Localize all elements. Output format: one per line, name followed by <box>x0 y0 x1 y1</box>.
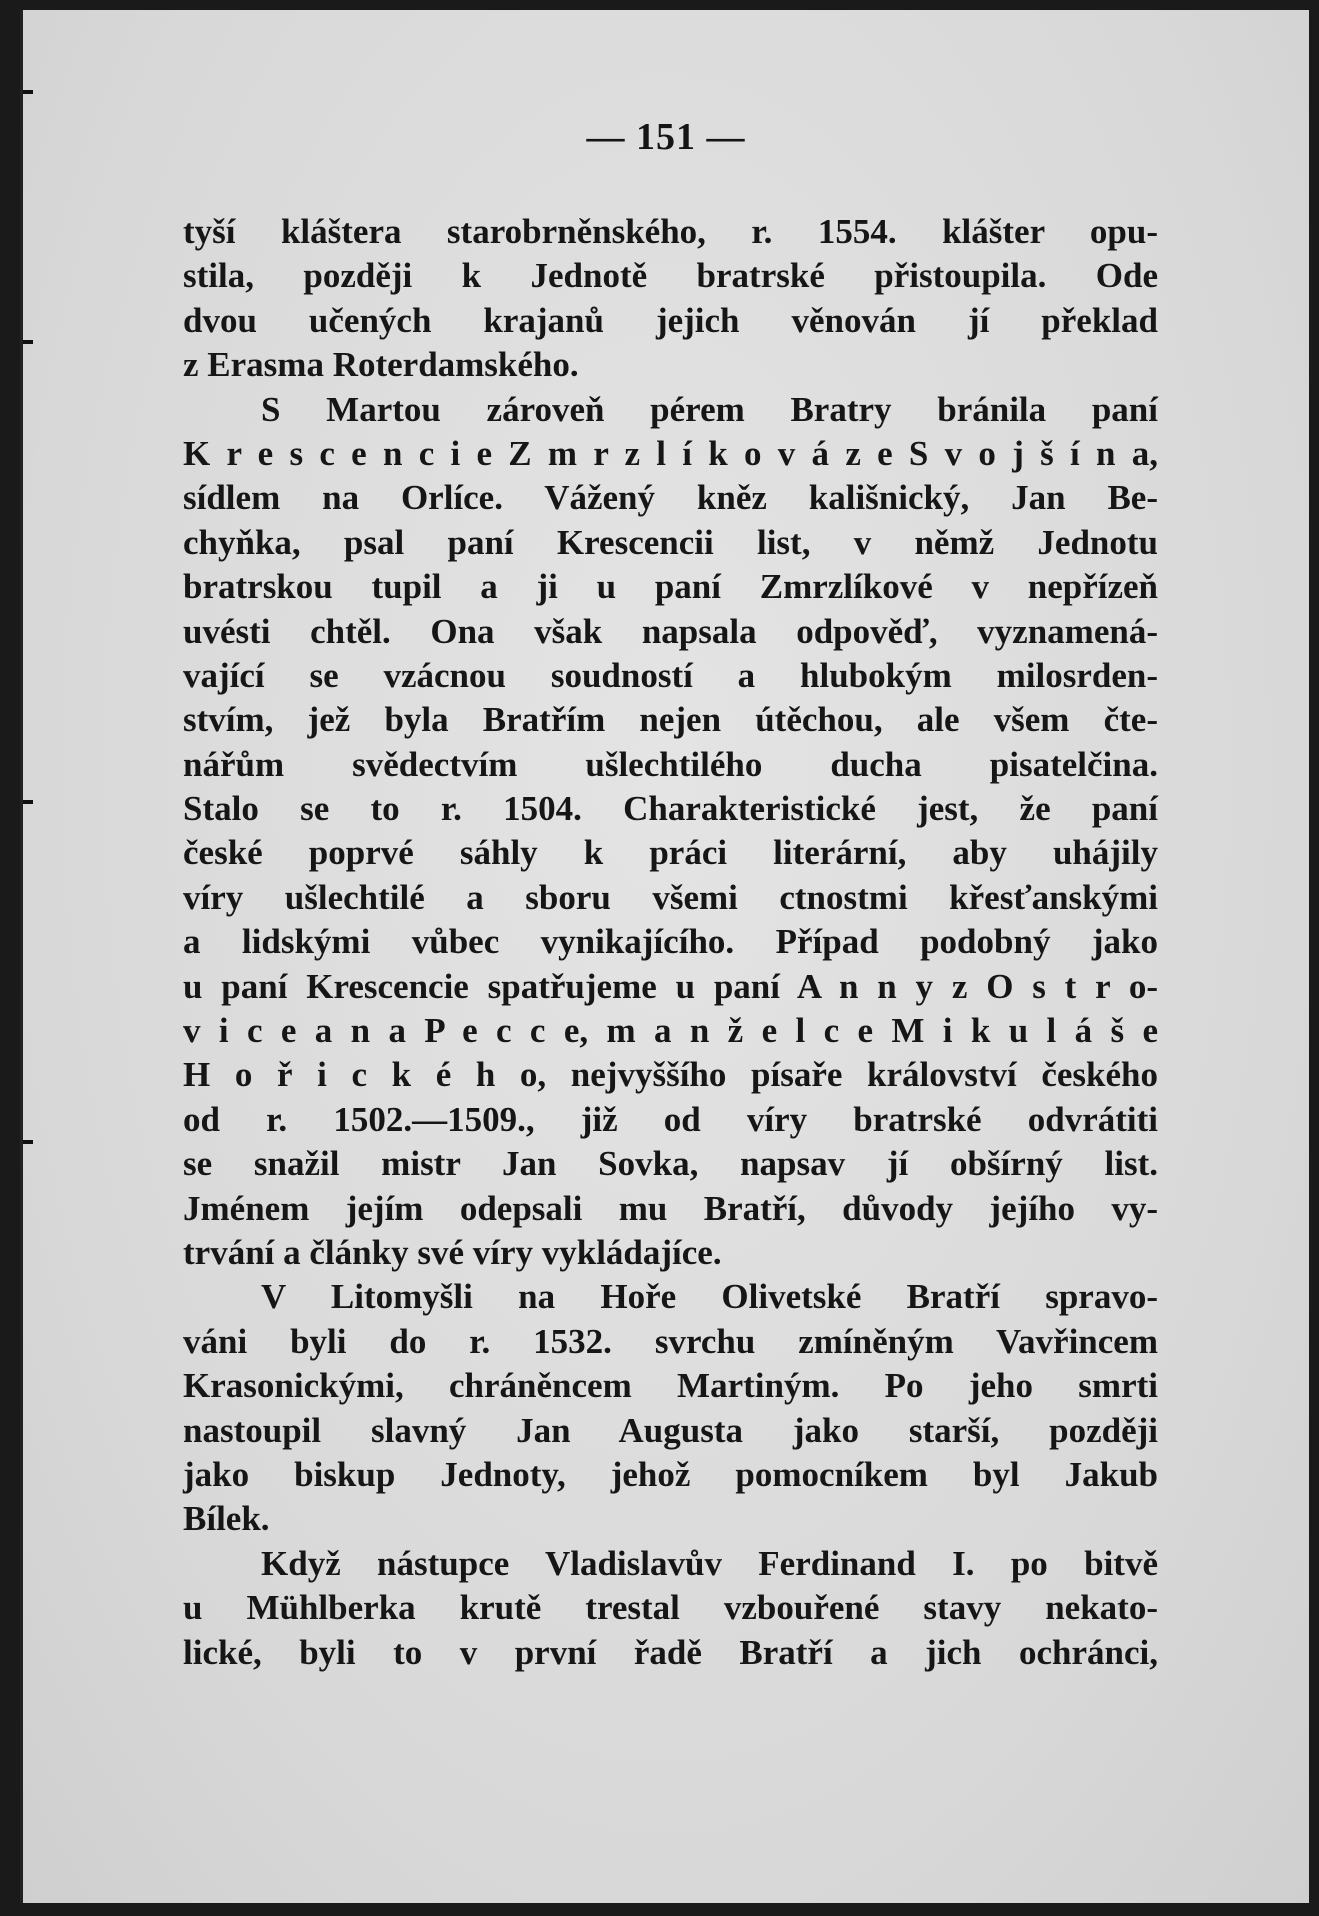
page-number: — 151 — <box>586 116 746 158</box>
text-line: váni byli do r. 1532. svrchu zmíněným Vavřincem <box>183 1321 1158 1361</box>
text-line: jako biskup Jednoty, jehož pomocníkem byl Jakub <box>183 1454 1158 1494</box>
binding-mark <box>23 800 33 804</box>
text-line: stvím, jež byla Bratřím nejen útěchou, ale všem čte- <box>183 700 1158 740</box>
book-page <box>20 10 1309 1903</box>
text-line: S Martou zároveň pérem Bratry bránila paní <box>261 389 1158 429</box>
text-line: vající se vzácnou soudností a hlubokým milosrden- <box>183 655 1158 695</box>
text-line: nářům svědectvím ušlechtilého ducha pisatelčina. <box>183 744 1158 784</box>
text-line: bratrskou tupil a ji u paní Zmrzlíkové v nepřízeň <box>183 567 1158 607</box>
text-line: české poprvé sáhly k práci literární, aby uhájily <box>183 833 1158 873</box>
text-line: víry ušlechtilé a sboru všemi ctnostmi křesťanskými <box>183 877 1158 917</box>
text-line: od r. 1502.—1509., již od víry bratrské odvrátiti <box>183 1099 1158 1139</box>
text-line: se snažil mistr Jan Sovka, napsav jí obšírný list. <box>183 1144 1158 1184</box>
text-line: chyňka, psal paní Krescencii list, v němž Jednotu <box>183 522 1158 562</box>
text-line: a lidskými vůbec vynikajícího. Případ podobný jako <box>183 922 1158 962</box>
text-line: lické, byli to v první řadě Bratří a jich ochránci, <box>183 1632 1158 1672</box>
binding-mark <box>23 90 33 94</box>
text-line: Když nástupce Vladislavův Ferdinand I. po bitvě <box>261 1543 1158 1583</box>
binding-mark <box>23 1140 33 1144</box>
text-line: sídlem na Orlíce. Vážený kněz kališnický, Jan Be- <box>183 478 1158 518</box>
text-line: H o ř i c k é h o, nejvyššího písaře království českého <box>183 1055 1158 1095</box>
binding-mark <box>23 340 33 344</box>
text-line: uvésti chtěl. Ona však napsala odpověď, vyznamená- <box>183 611 1158 651</box>
body-text <box>183 210 1158 1675</box>
text-line: V Litomyšli na Hoře Olivetské Bratří spravo- <box>261 1277 1158 1317</box>
text-line: u paní Krescencie spatřujeme u paní A n n y z O s t r o- <box>183 966 1158 1006</box>
text-line: nastoupil slavný Jan Augusta jako starší, později <box>183 1410 1158 1450</box>
text-line: u Mühlberka krutě trestal vzbouřené stavy nekato- <box>183 1588 1158 1628</box>
text-line: tyší kláštera starobrněnského, r. 1554. klášter opu- <box>183 212 1158 251</box>
text-line: v i c e a n a P e c c e, m a n ž e l c e M i k u l á š e <box>183 1011 1158 1051</box>
text-line: K r e s c e n c i e Z m r z l í k o v á z e S v o j š í n a, <box>183 433 1158 473</box>
text-line: Bílek. <box>183 1499 270 1539</box>
text-line: Jménem jejím odepsali mu Bratří, důvody jejího vy- <box>183 1188 1158 1228</box>
text-line: trvání a články své víry vykládajíce. <box>183 1232 722 1272</box>
text-line: Stalo se to r. 1504. Charakteristické jest, že paní <box>183 789 1158 829</box>
text-line: z Erasma Roterdamského. <box>183 345 579 385</box>
text-line: dvou učených krajanů jejich věnován jí překlad <box>183 300 1158 340</box>
text-line: Krasonickými, chráněncem Martiným. Po jeho smrti <box>183 1366 1158 1406</box>
text-line: stila, později k Jednotě bratrské přistoupila. Ode <box>183 256 1158 296</box>
